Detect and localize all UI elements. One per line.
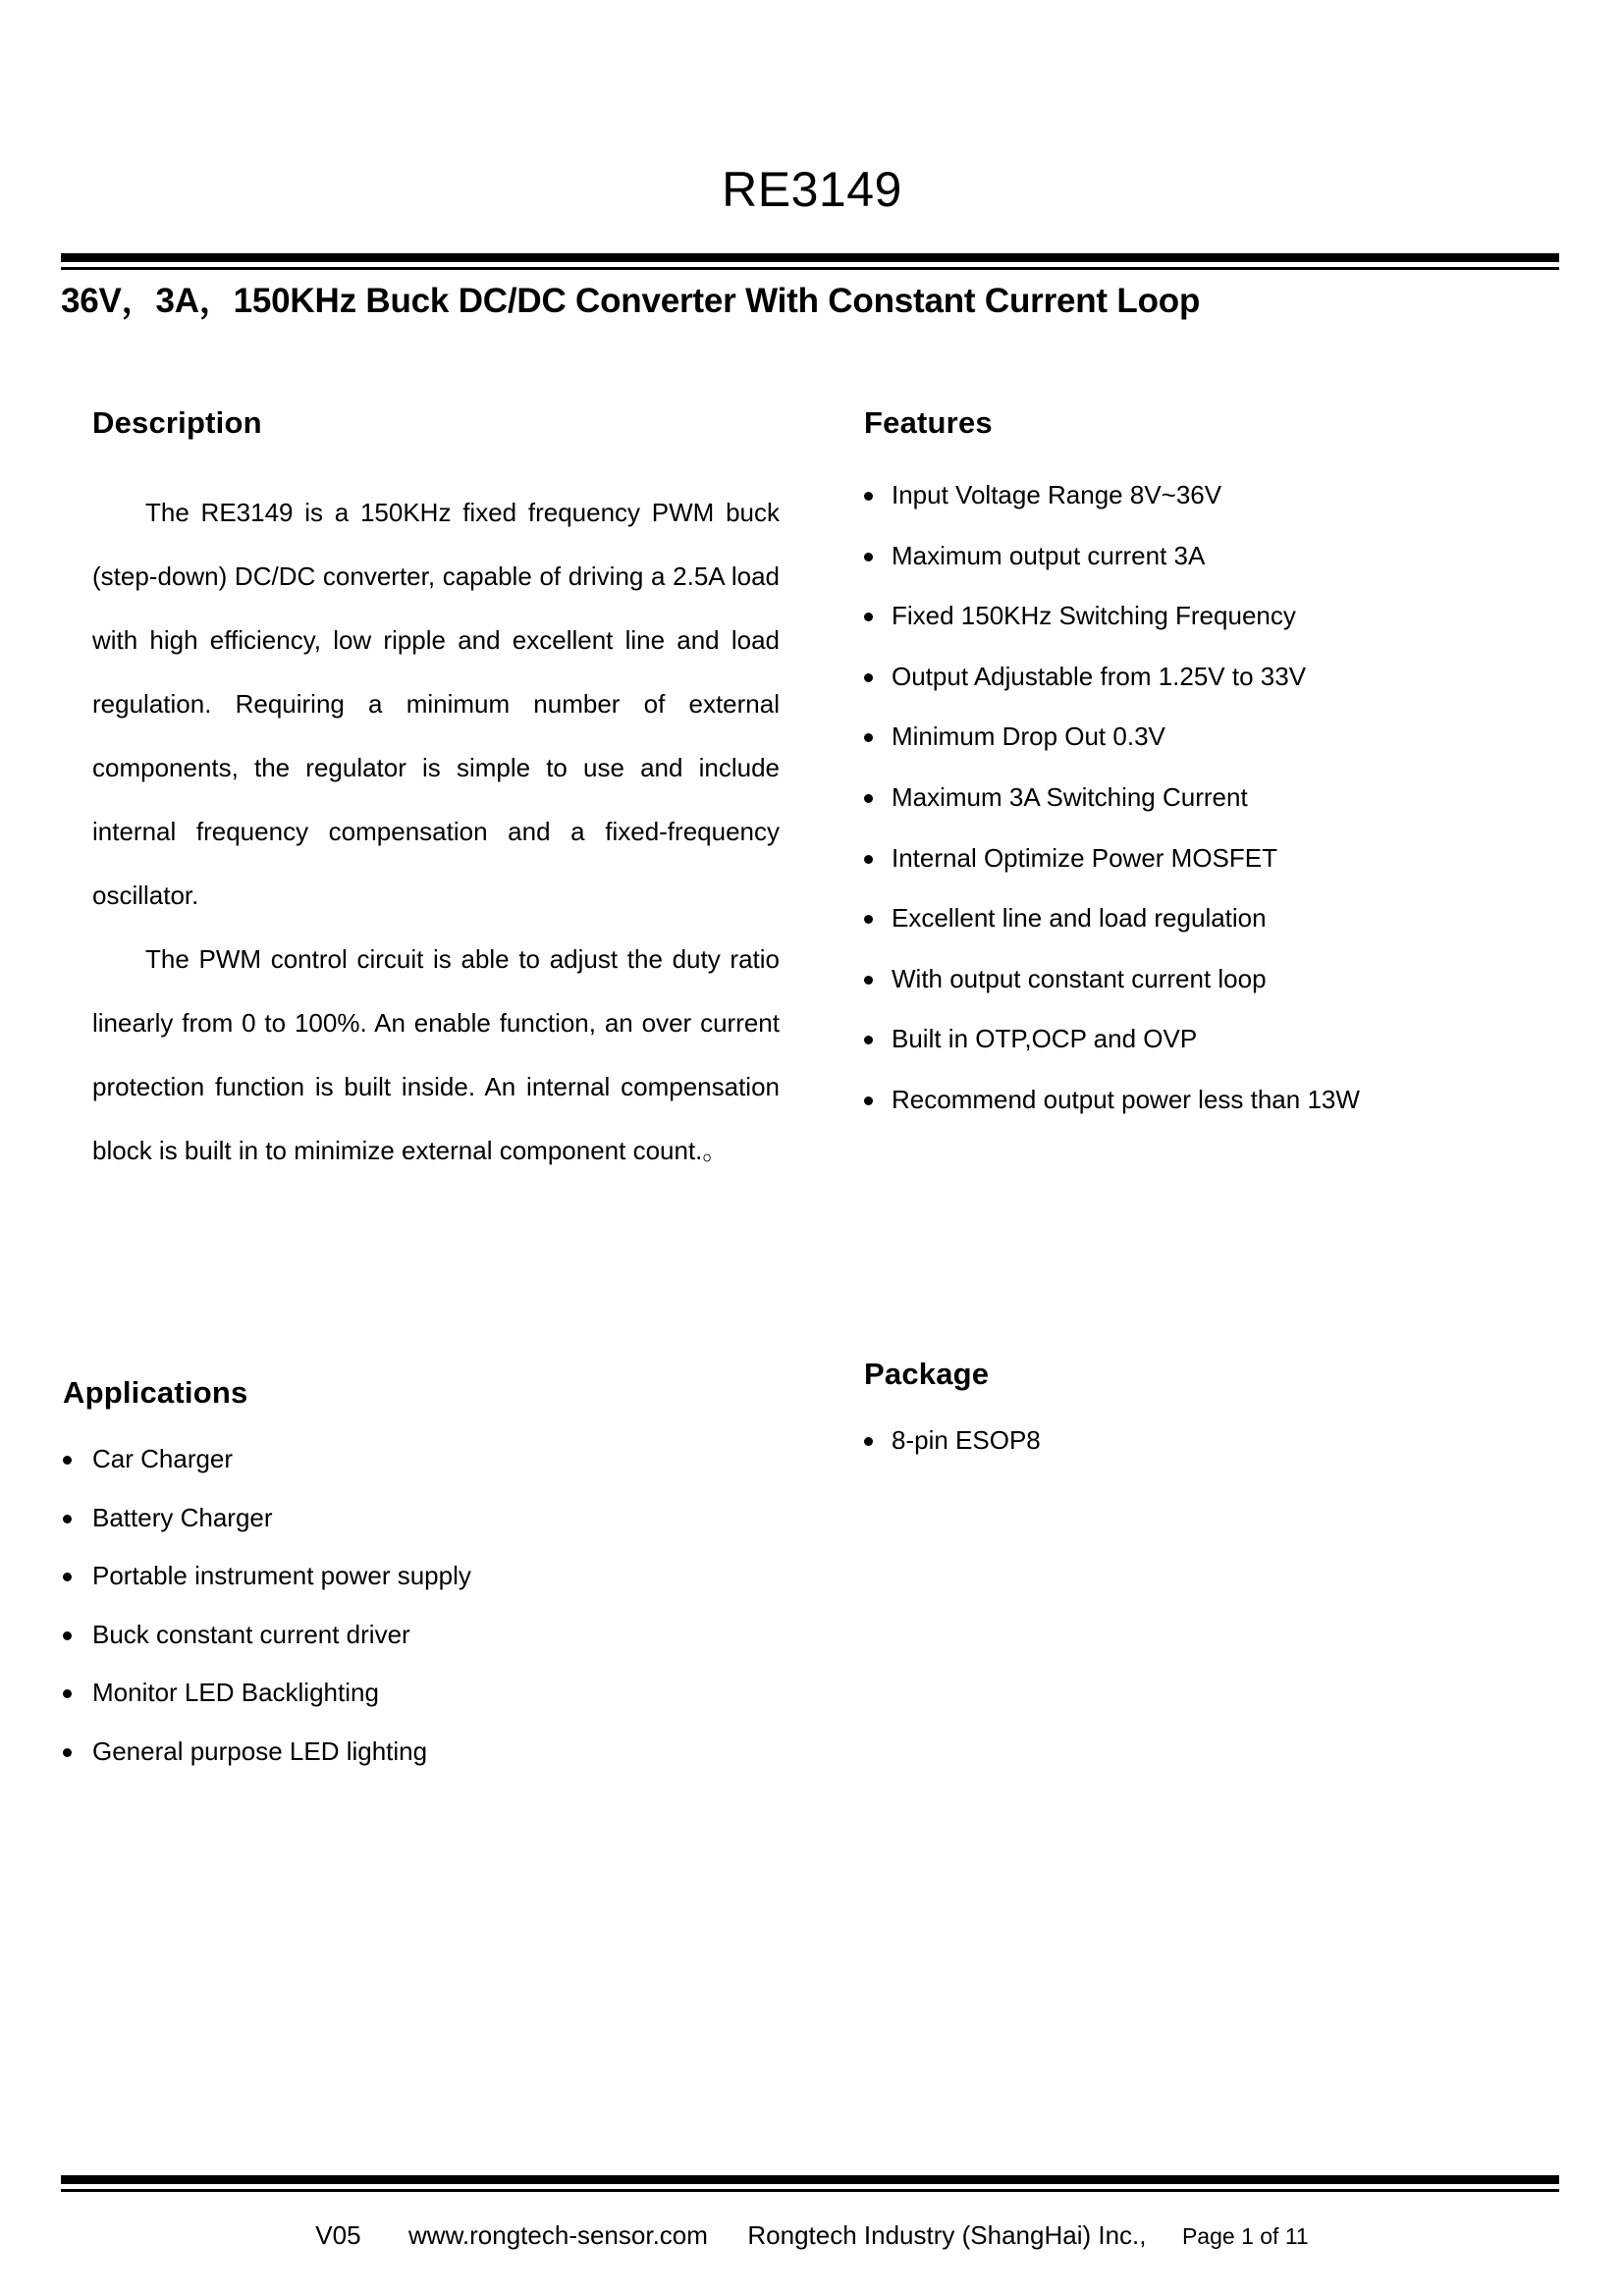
- bullet-dot-icon: [864, 794, 873, 803]
- list-item-label: Buck constant current driver: [92, 1619, 410, 1649]
- list-item: [63, 1562, 750, 1590]
- list-item: [63, 1445, 750, 1473]
- bullet-dot-icon: [864, 1096, 873, 1105]
- list-item: [864, 844, 1532, 873]
- applications-section: [63, 1377, 750, 1796]
- list-item-label: Output Adjustable from 1.25V to 33V: [892, 661, 1307, 691]
- page-footer: [0, 2220, 1624, 2251]
- divider-thin-bar: [61, 267, 1559, 270]
- list-item-label: General purpose LED lighting: [92, 1735, 428, 1766]
- list-item: [864, 965, 1532, 993]
- package-list: [864, 1426, 1532, 1455]
- list-item-label: 8-pin ESOP8: [892, 1425, 1041, 1455]
- applications-heading: Applications: [63, 1375, 248, 1410]
- list-item-label: With output constant current loop: [892, 963, 1267, 993]
- list-item-label: Battery Charger: [92, 1502, 273, 1532]
- list-item-label: Car Charger: [92, 1444, 234, 1473]
- divider-thick-bar: [61, 2175, 1559, 2184]
- list-item: [864, 1426, 1532, 1455]
- list-item-label: Maximum output current 3A: [892, 540, 1206, 570]
- bullet-dot-icon: [864, 915, 873, 924]
- bullet-dot-icon: [864, 1437, 873, 1446]
- description-heading: Description: [92, 405, 262, 440]
- list-item-label: Fixed 150KHz Switching Frequency: [892, 601, 1296, 631]
- footer-website[interactable]: www.rongtech-sensor.com: [408, 2220, 708, 2250]
- package-heading: Package: [864, 1357, 990, 1391]
- list-item: [63, 1679, 750, 1707]
- description-paragraph: [92, 481, 780, 928]
- bullet-dot-icon: [864, 673, 873, 682]
- list-item: [864, 1086, 1532, 1114]
- list-item: [864, 602, 1532, 630]
- bullet-dot-icon: [864, 1036, 873, 1044]
- divider-thick-bar: [61, 253, 1559, 262]
- header-divider: [61, 253, 1559, 270]
- features-section: [864, 407, 1532, 1147]
- footer-version: V05: [315, 2220, 361, 2250]
- bullet-dot-icon: [864, 613, 873, 621]
- page-title: RE3149: [722, 162, 902, 217]
- bullet-dot-icon: [864, 553, 873, 561]
- description-section: [92, 407, 780, 1183]
- bullet-dot-icon: [864, 855, 873, 864]
- list-item: [864, 663, 1532, 691]
- footer-divider: [61, 2175, 1559, 2192]
- list-item: [864, 904, 1532, 933]
- list-item-label: Recommend output power less than 13W: [892, 1084, 1360, 1114]
- list-item-label: Monitor LED Backlighting: [92, 1678, 379, 1708]
- features-heading: Features: [864, 405, 993, 440]
- features-list: [864, 481, 1532, 1114]
- footer-page-number: Page 1 of 11: [1181, 2223, 1309, 2249]
- bullet-dot-icon: [864, 492, 873, 501]
- bullet-dot-icon: [63, 1515, 72, 1523]
- bullet-dot-icon: [63, 1456, 72, 1465]
- description-paragraph-text: The PWM control circuit is able to adjust the duty ratio linearly from 0 to 100%. An enable function, an over current protection function is built inside. An internal compensation block is built in to minimize external component count.。: [92, 944, 780, 1165]
- list-item-label: Built in OTP,OCP and OVP: [892, 1024, 1198, 1054]
- description-paragraph-text: The RE3149 is a 150KHz fixed frequency PWM buck (step-down) DC/DC converter, capable of driving a 2.5A load with high efficiency, low ripple and excellent line and load regulation. Requiring a minimum number of external components, the regulator is simple to use and include internal frequency compensation and a fixed-frequency oscillator.: [92, 498, 780, 910]
- divider-thin-bar: [61, 2189, 1559, 2192]
- list-item: [63, 1621, 750, 1649]
- list-item-label: Internal Optimize Power MOSFET: [892, 842, 1277, 873]
- bullet-dot-icon: [864, 976, 873, 985]
- bullet-dot-icon: [63, 1748, 72, 1757]
- list-item: [864, 542, 1532, 570]
- list-item-label: Input Voltage Range 8V~36V: [892, 480, 1222, 509]
- bullet-dot-icon: [63, 1631, 72, 1640]
- list-item: [63, 1504, 750, 1532]
- applications-list: [63, 1445, 750, 1766]
- package-section: [864, 1359, 1532, 1487]
- list-item-label: Excellent line and load regulation: [892, 903, 1267, 934]
- description-paragraph: [92, 928, 780, 1183]
- page-subtitle: 36V，3A，150KHz Buck DC/DC Converter With Constant Current Loop: [61, 282, 1201, 320]
- footer-company: Rongtech Industry (ShangHai) Inc.,: [747, 2220, 1147, 2250]
- bullet-dot-icon: [864, 733, 873, 742]
- bullet-dot-icon: [63, 1689, 72, 1698]
- list-item: [864, 783, 1532, 812]
- list-item: [63, 1737, 750, 1766]
- list-item: [864, 481, 1532, 509]
- bullet-dot-icon: [63, 1573, 72, 1581]
- list-item-label: Maximum 3A Switching Current: [892, 781, 1248, 812]
- list-item-label: Portable instrument power supply: [92, 1561, 471, 1591]
- list-item: [864, 1025, 1532, 1053]
- list-item: [864, 722, 1532, 751]
- list-item-label: Minimum Drop Out 0.3V: [892, 721, 1165, 752]
